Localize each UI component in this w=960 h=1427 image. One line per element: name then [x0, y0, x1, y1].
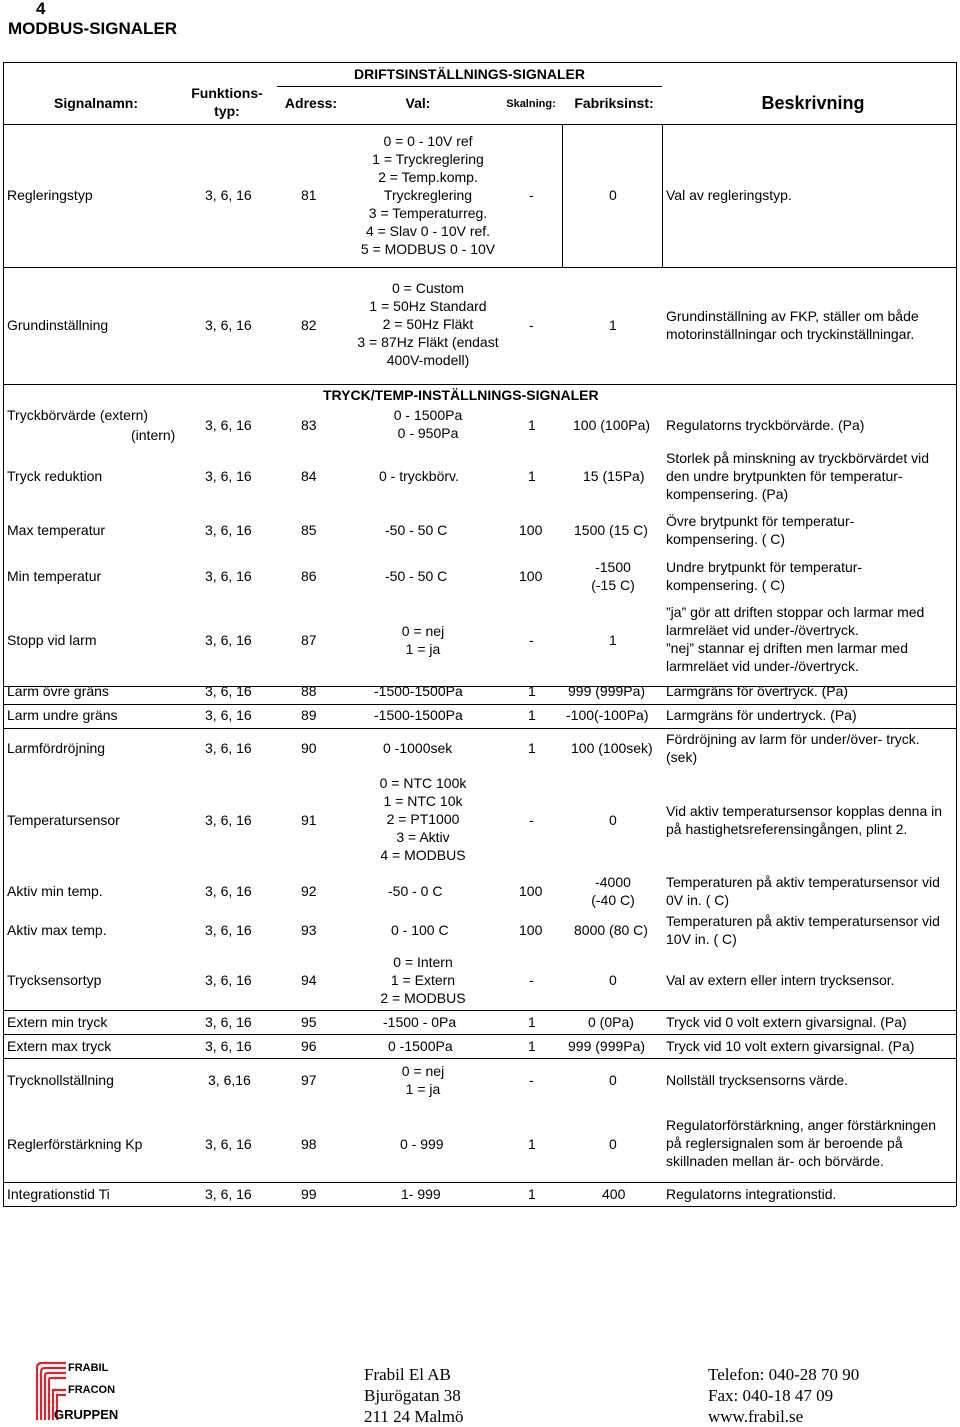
col-header-fabriksinst: Fabriksinst:	[574, 95, 654, 111]
row-84-val: 0 - tryckbörv.	[379, 468, 459, 484]
row-99-factory: 400	[602, 1186, 626, 1202]
row-88-val: -1500-1500Pa	[374, 683, 463, 699]
row-99-desc: Regulatorns integrationstid.	[666, 1186, 837, 1202]
row-94-desc: Val av extern eller intern trycksensor.	[666, 972, 895, 988]
row-85-desc: Övre brytpunkt för temperatur- kompensering. ( C)	[666, 513, 855, 547]
row-91-desc: Vid aktiv temperatursensor kopplas denna in på hastighetsreferensingången, plint 2.	[666, 803, 943, 837]
row-92-addr: 92	[301, 883, 317, 899]
row-92-desc: Temperaturen på aktiv temperatursensor vid 0V in. ( C)	[666, 874, 940, 908]
row-81-name: Regleringstyp	[7, 187, 93, 203]
row-87-desc: ”ja” gör att driften stoppar och larmar med larmreläet vid under-/övertryck. ”nej” stannar ej driften men larmar med larmreläet vid under-/övertryck.	[666, 604, 925, 674]
row-98-name: Reglerförstärkning Kp	[7, 1136, 143, 1152]
row-88-scale: 1	[528, 683, 536, 699]
row-98-func: 3, 6, 16	[205, 1136, 252, 1152]
row-81-desc: Val av regleringstyp.	[666, 187, 792, 203]
row-92-scale: 100	[519, 883, 543, 899]
col-header-adress: Adress:	[284, 95, 338, 111]
row-96-desc: Tryck vid 10 volt extern givarsignal. (Pa)	[666, 1038, 915, 1054]
row-99-val: 1- 999	[401, 1186, 441, 1202]
row-89-val: -1500-1500Pa	[374, 707, 463, 723]
row-82-name: Grundinställning	[7, 317, 109, 333]
row-83-desc: Regulatorns tryckbörvärde. (Pa)	[666, 417, 865, 433]
row-97-addr: 97	[301, 1072, 317, 1088]
footer-fax: Fax: 040-18 47 09	[708, 1386, 834, 1405]
row-82-val: 0 = Custom 1 = 50Hz Standard 2 = 50Hz Fläkt 3 = 87Hz Fläkt (endast 400V-modell)	[357, 280, 499, 368]
col-header-signalnamn: Signalnamn:	[53, 95, 138, 111]
row-86-name: Min temperatur	[7, 568, 102, 584]
row-87-name: Stopp vid larm	[7, 632, 97, 648]
row-97-func: 3, 6,16	[208, 1072, 251, 1088]
page-number: 4	[36, 0, 46, 18]
row-83-func: 3, 6, 16	[205, 417, 252, 433]
row-98-factory: 0	[609, 1136, 617, 1152]
row-98-desc: Regulatorförstärkning, anger förstärkningen på reglersignalen som är beroende på skillnaden mellan är- och börvärde.	[666, 1117, 937, 1169]
row-81-factory: 0	[609, 187, 617, 203]
row-81-addr: 81	[301, 187, 317, 203]
row-99-name: Integrationstid Ti	[7, 1186, 110, 1202]
row-99-func: 3, 6, 16	[205, 1186, 252, 1202]
row-82-addr: 82	[301, 317, 317, 333]
row-93-addr: 93	[301, 922, 317, 938]
row-84-name: Tryck reduktion	[7, 468, 103, 484]
row-90-addr: 90	[301, 740, 317, 756]
row-83-val: 0 - 1500Pa 0 - 950Pa	[393, 407, 463, 441]
row-90-val: 0 -1000sek	[383, 740, 453, 756]
row-95-factory: 0 (0Pa)	[588, 1014, 634, 1030]
row-95-name: Extern min tryck	[7, 1014, 108, 1030]
row-93-name: Aktiv max temp.	[7, 922, 107, 938]
row-87-addr: 87	[301, 632, 317, 648]
logo-text-fracon: FRACON	[68, 1384, 116, 1396]
page-title: MODBUS-SIGNALER	[8, 19, 178, 38]
row-96-addr: 96	[301, 1038, 317, 1054]
row-93-func: 3, 6, 16	[205, 922, 252, 938]
row-87-factory: 1	[609, 632, 617, 648]
row-81-func: 3, 6, 16	[205, 187, 252, 203]
row-97-name: Trycknollställning	[7, 1072, 114, 1088]
row-90-factory: 100 (100sek)	[571, 740, 653, 756]
col-header-funktionstyp: Funktions- typ:	[191, 85, 263, 119]
row-88-addr: 88	[301, 683, 317, 699]
row-88-name: Larm övre gräns	[7, 683, 109, 699]
row-86-scale: 100	[519, 568, 543, 584]
row-90-name: Larmfördröjning	[7, 740, 106, 756]
row-91-func: 3, 6, 16	[205, 812, 252, 828]
col-header-skalning: Skalning:	[506, 98, 556, 110]
row-96-func: 3, 6, 16	[205, 1038, 252, 1054]
row-91-val: 0 = NTC 100k 1 = NTC 10k 2 = PT1000 3 = Aktiv 4 = MODBUS	[379, 775, 467, 863]
row-96-val: 0 -1500Pa	[388, 1038, 453, 1054]
row-83-factory: 100 (100Pa)	[573, 417, 651, 433]
row-91-factory: 0	[609, 812, 617, 828]
row-87-func: 3, 6, 16	[205, 632, 252, 648]
logo-text-frabil: FRABIL	[68, 1362, 109, 1374]
row-95-addr: 95	[301, 1014, 317, 1030]
row-92-name: Aktiv min temp.	[7, 883, 103, 899]
row-96-name: Extern max tryck	[7, 1038, 112, 1054]
row-86-addr: 86	[301, 568, 317, 584]
row-90-scale: 1	[528, 740, 536, 756]
row-83-name-2: (intern)	[131, 427, 176, 443]
row-83-scale: 1	[528, 417, 536, 433]
footer-phone: Telefon: 040-28 70 90	[708, 1365, 860, 1384]
row-83-name: Tryckbörvärde (extern)	[7, 407, 149, 423]
row-94-func: 3, 6, 16	[205, 972, 252, 988]
page-footer	[0, 1350, 960, 1426]
row-85-factory: 1500 (15 C)	[574, 522, 648, 538]
row-92-func: 3, 6, 16	[205, 883, 252, 899]
frabil-logo	[34, 1360, 134, 1422]
row-91-addr: 91	[301, 812, 317, 828]
row-93-val: 0 - 100 C	[391, 922, 449, 938]
row-98-val: 0 - 999	[400, 1136, 444, 1152]
row-92-factory: -4000 (-40 C)	[591, 874, 635, 908]
row-96-factory: 999 (999Pa)	[568, 1038, 646, 1054]
footer-web-link[interactable]: www.frabil.se	[708, 1407, 804, 1426]
row-93-desc: Temperaturen på aktiv temperatursensor vid 10V in. ( C)	[666, 913, 940, 947]
row-84-addr: 84	[301, 468, 317, 484]
row-84-func: 3, 6, 16	[205, 468, 252, 484]
footer-city: 211 24 Malmö	[364, 1407, 464, 1426]
row-86-desc: Undre brytpunkt för temperatur- kompensering. ( C)	[666, 559, 863, 593]
row-82-factory: 1	[609, 317, 617, 333]
row-88-factory: 999 (999Pa)	[568, 683, 646, 699]
row-84-scale: 1	[528, 468, 536, 484]
row-95-func: 3, 6, 16	[205, 1014, 252, 1030]
row-84-desc: Storlek på minskning av tryckbörvärdet vid den undre brytpunkten för temperatur- kompensering. (Pa)	[666, 450, 929, 502]
row-92-val: -50 - 0 C	[388, 883, 443, 899]
section-title-tryck-temp: TRYCK/TEMP-INSTÄLLNINGS-SIGNALER	[323, 387, 599, 403]
row-89-desc: Larmgräns för undertryck. (Pa)	[666, 707, 857, 723]
row-99-scale: 1	[528, 1186, 536, 1202]
row-87-val: 0 = nej 1 = ja	[401, 623, 445, 657]
row-85-addr: 85	[301, 522, 317, 538]
row-82-desc: Grundinställning av FKP, ställer om både motorinställningar och tryckinställningar.	[666, 308, 919, 342]
row-85-name: Max temperatur	[7, 522, 106, 538]
row-98-scale: 1	[528, 1136, 536, 1152]
row-97-val: 0 = nej 1 = ja	[401, 1063, 445, 1097]
row-89-func: 3, 6, 16	[205, 707, 252, 723]
row-89-scale: 1	[528, 707, 536, 723]
row-87-scale: -	[529, 632, 534, 648]
row-88-func: 3, 6, 16	[205, 683, 252, 699]
row-97-scale: -	[529, 1072, 534, 1088]
row-90-desc: Fördröjning av larm för under/över- tryck. (sek)	[666, 731, 920, 765]
row-88-desc: Larmgräns för övertryck. (Pa)	[666, 683, 849, 699]
row-91-scale: -	[529, 812, 534, 828]
logo-text-gruppen: GRUPPEN	[54, 1407, 119, 1422]
row-94-addr: 94	[301, 972, 317, 988]
footer-company: Frabil El AB	[364, 1365, 451, 1384]
row-91-name: Temperatursensor	[7, 812, 120, 828]
row-94-factory: 0	[609, 972, 617, 988]
row-94-scale: -	[529, 972, 534, 988]
row-85-scale: 100	[519, 522, 543, 538]
col-header-val: Val:	[405, 95, 431, 111]
row-97-desc: Nollställ trycksensorns värde.	[666, 1072, 849, 1088]
row-90-func: 3, 6, 16	[205, 740, 252, 756]
row-82-func: 3, 6, 16	[205, 317, 252, 333]
row-86-func: 3, 6, 16	[205, 568, 252, 584]
row-98-addr: 98	[301, 1136, 317, 1152]
row-85-val: -50 - 50 C	[385, 522, 448, 538]
row-84-factory: 15 (15Pa)	[583, 468, 645, 484]
row-89-name: Larm undre gräns	[7, 707, 118, 723]
row-96-scale: 1	[528, 1038, 536, 1054]
modbus-table	[3, 62, 956, 1206]
row-85-func: 3, 6, 16	[205, 522, 252, 538]
section-title-drift: DRIFTSINSTÄLLNINGS-SIGNALER	[354, 66, 585, 82]
footer-street: Bjurögatan 38	[364, 1386, 461, 1405]
row-99-addr: 99	[301, 1186, 317, 1202]
row-95-desc: Tryck vid 0 volt extern givarsignal. (Pa)	[666, 1014, 907, 1030]
col-header-beskrivning: Beskrivning	[761, 93, 865, 113]
row-97-factory: 0	[609, 1072, 617, 1088]
row-81-scale: -	[529, 187, 534, 203]
row-83-addr: 83	[301, 417, 317, 433]
row-86-factory: -1500 (-15 C)	[591, 559, 635, 593]
row-86-val: -50 - 50 C	[385, 568, 448, 584]
row-94-name: Trycksensortyp	[7, 972, 102, 988]
row-93-scale: 100	[519, 922, 543, 938]
row-95-val: -1500 - 0Pa	[383, 1014, 457, 1030]
row-89-factory: -100(-100Pa)	[566, 707, 649, 723]
row-95-scale: 1	[528, 1014, 536, 1030]
row-82-scale: -	[529, 317, 534, 333]
row-94-val: 0 = Intern 1 = Extern 2 = MODBUS	[380, 954, 466, 1006]
row-81-val: 0 = 0 - 10V ref 1 = Tryckreglering 2 = Temp.komp. Tryckreglering 3 = Temperaturreg. 4 = Slav 0 - 10V ref. 5 = MODBUS 0 - 10V	[360, 133, 496, 257]
row-93-factory: 8000 (80 C)	[574, 922, 648, 938]
row-89-addr: 89	[301, 707, 317, 723]
